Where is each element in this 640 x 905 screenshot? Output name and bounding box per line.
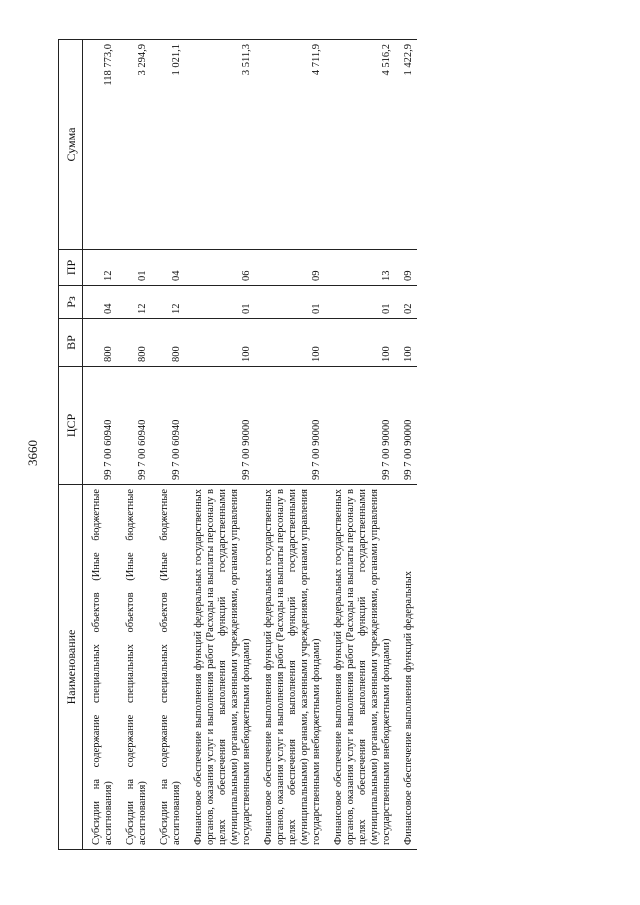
row-pr: 09	[255, 250, 325, 286]
row-pr: 06	[185, 250, 255, 286]
row-pr: 04	[151, 250, 185, 286]
row-pr: 09	[395, 250, 417, 286]
row-sum: 118 773,0	[83, 40, 118, 250]
row-sum: 1 422,9	[395, 40, 417, 250]
table-row	[151, 40, 185, 850]
row-name: Финансовое обеспечение выполнения функций федеральных государственных органов, оказания услуг и выполнения работ (Расходы на выплаты персоналу в целях обеспечения выполнения функций государственными (муниципальными) органами, казенными учреждениями, органами управления государственными внебюджетными фондами)	[255, 485, 325, 850]
row-sum: 4 711,9	[255, 40, 325, 250]
table-row	[255, 40, 325, 850]
row-csr: 99 7 00 60940	[117, 367, 151, 485]
row-vr: 800	[117, 319, 151, 367]
row-rz: 01	[255, 286, 325, 319]
row-pr: 12	[83, 250, 118, 286]
row-name: Финансовое обеспечение выполнения функций федеральных государственных органов, оказания услуг и выполнения работ (Расходы на выплаты персоналу в целях обеспечения выполнения функций государственными (муниципальными) органами, казенными учреждениями, органами управления государственными внебюджетными фондами)	[185, 485, 255, 850]
budget-table	[58, 39, 417, 850]
budget-table-sheet	[58, 40, 598, 850]
row-vr: 100	[185, 319, 255, 367]
row-csr: 99 7 00 60940	[151, 367, 185, 485]
header-csr: ЦСР	[59, 367, 83, 485]
row-sum: 4 516,2	[325, 40, 395, 250]
row-sum: 1 021,1	[151, 40, 185, 250]
row-rz: 01	[325, 286, 395, 319]
row-rz: 02	[395, 286, 417, 319]
table-row	[395, 40, 417, 850]
row-sum: 3 511,3	[185, 40, 255, 250]
row-vr: 100	[395, 319, 417, 367]
header-pr: ПР	[59, 250, 83, 286]
row-name: Финансовое обеспечение выполнения функций федеральных	[395, 485, 417, 850]
page-number: 3660	[25, 440, 40, 466]
row-rz: 12	[117, 286, 151, 319]
row-rz: 04	[83, 286, 118, 319]
row-csr: 99 7 00 90000	[185, 367, 255, 485]
row-csr: 99 7 00 90000	[255, 367, 325, 485]
table-row	[185, 40, 255, 850]
row-pr: 01	[117, 250, 151, 286]
header-sum: Сумма	[59, 40, 83, 250]
row-csr: 99 7 00 90000	[325, 367, 395, 485]
row-rz: 12	[151, 286, 185, 319]
row-csr: 99 7 00 90000	[395, 367, 417, 485]
row-name: Субсидии на содержание специальных объектов (Иные бюджетные ассигнования)	[83, 485, 118, 850]
row-sum: 3 294,9	[117, 40, 151, 250]
row-name: Финансовое обеспечение выполнения функций федеральных государственных органов, оказания услуг и выполнения работ (Расходы на выплаты персоналу в целях обеспечения выполнения функций государственными (муниципальными) органами, казенными учреждениями, органами управления государственными внебюджетными фондами)	[325, 485, 395, 850]
row-vr: 800	[83, 319, 118, 367]
row-vr: 800	[151, 319, 185, 367]
row-vr: 100	[325, 319, 395, 367]
header-vr: ВР	[59, 319, 83, 367]
row-name: Субсидии на содержание специальных объектов (Иные бюджетные ассигнования)	[151, 485, 185, 850]
row-csr: 99 7 00 60940	[83, 367, 118, 485]
table-header-row	[59, 40, 83, 850]
row-vr: 100	[255, 319, 325, 367]
header-name: Наименование	[59, 485, 83, 850]
row-pr: 13	[325, 250, 395, 286]
row-name: Субсидии на содержание специальных объектов (Иные бюджетные ассигнования)	[117, 485, 151, 850]
header-rz: Рз	[59, 286, 83, 319]
table-row	[117, 40, 151, 850]
table-row	[325, 40, 395, 850]
row-rz: 01	[185, 286, 255, 319]
table-row	[83, 40, 118, 850]
